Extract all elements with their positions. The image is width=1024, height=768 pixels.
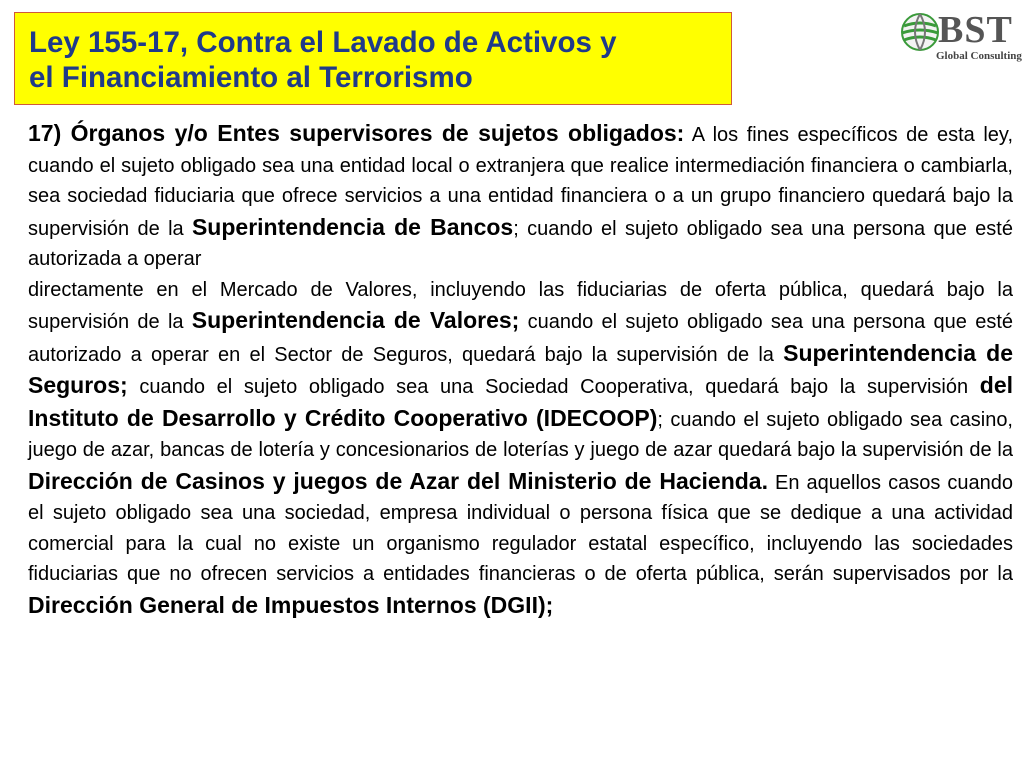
p1-text-b: ; cuando el sujeto obligado sea una persona que esté autorizada a operar — [28, 217, 1013, 270]
title-box — [14, 12, 732, 105]
org-dgii: Dirección General de Impuestos Internos (DGII) — [28, 591, 546, 618]
org-superintendencia-valores: Superintendencia de Valores; — [191, 307, 520, 333]
p2-text-b: cuando el sujeto obligado sea una persona que esté autorizado a operar en el Sector de Seguros, quedará bajo la supervisión de la — [28, 311, 1013, 366]
org-direccion-casinos: Dirección de Casinos y juegos de Azar del Ministerio de Hacienda. — [28, 467, 768, 494]
title-line-2: el Financiamiento al Terrorismo — [29, 61, 473, 94]
logo-subtitle: Global Consulting — [936, 50, 1022, 62]
org-idecoop: del Instituto de Desarrollo y Crédito Cooperativo (IDECOOP) — [28, 372, 1013, 431]
paragraph-2 — [28, 275, 1013, 623]
org-superintendencia-bancos: Superintendencia de Bancos — [191, 213, 514, 240]
bst-logo — [898, 8, 1022, 68]
title-line-1: Ley 155-17, Contra el Lavado de Activos y — [29, 26, 617, 59]
p2-text-e: En aquellos casos cuando el sujeto obligado sea una sociedad, empresa individual o persona física que se dedique a una actividad comercial para la cual no existe un organismo regulador estatal específico, incluyendo las sociedades fiduciarias que no ofrecen servicios a entidades financieras o de oferta pública, serán supervisados por la — [28, 471, 1013, 585]
logo-wordmark: BST — [938, 9, 1013, 51]
section-heading: 17) Órganos y/o Entes supervisores de sujetos obligados: — [28, 120, 685, 146]
p2-text-c: cuando el sujeto obligado sea una Sociedad Cooperativa, quedará bajo la supervisión — [127, 376, 980, 398]
org-superintendencia-seguros: Superintendencia de Seguros; — [28, 339, 1013, 398]
paragraph-1 — [28, 118, 1013, 275]
globe-icon — [900, 12, 940, 52]
p2-text-d: ; cuando el sujeto obligado sea casino, juego de azar, bancas de lotería y concesionarios de loterías y juego de azar quedará bajo la supervisión de la — [28, 408, 1013, 461]
p2-text-a: directamente en el Mercado de Valores, incluyendo las fiduciarias de oferta pública, quedará bajo la supervisión de la — [28, 278, 1013, 333]
article-body — [28, 118, 1013, 622]
p1-text-a: A los fines específicos de esta ley, cuando el sujeto obligado sea una entidad local o extranjera que realice intermediación financiera o cambiarla, sea sociedad fiduciaria que ofrece servicios a una entidad financiera o a un grupo financiero quedará bajo la supervisión de la — [28, 124, 1014, 240]
p2-text-f: ; — [545, 591, 554, 618]
